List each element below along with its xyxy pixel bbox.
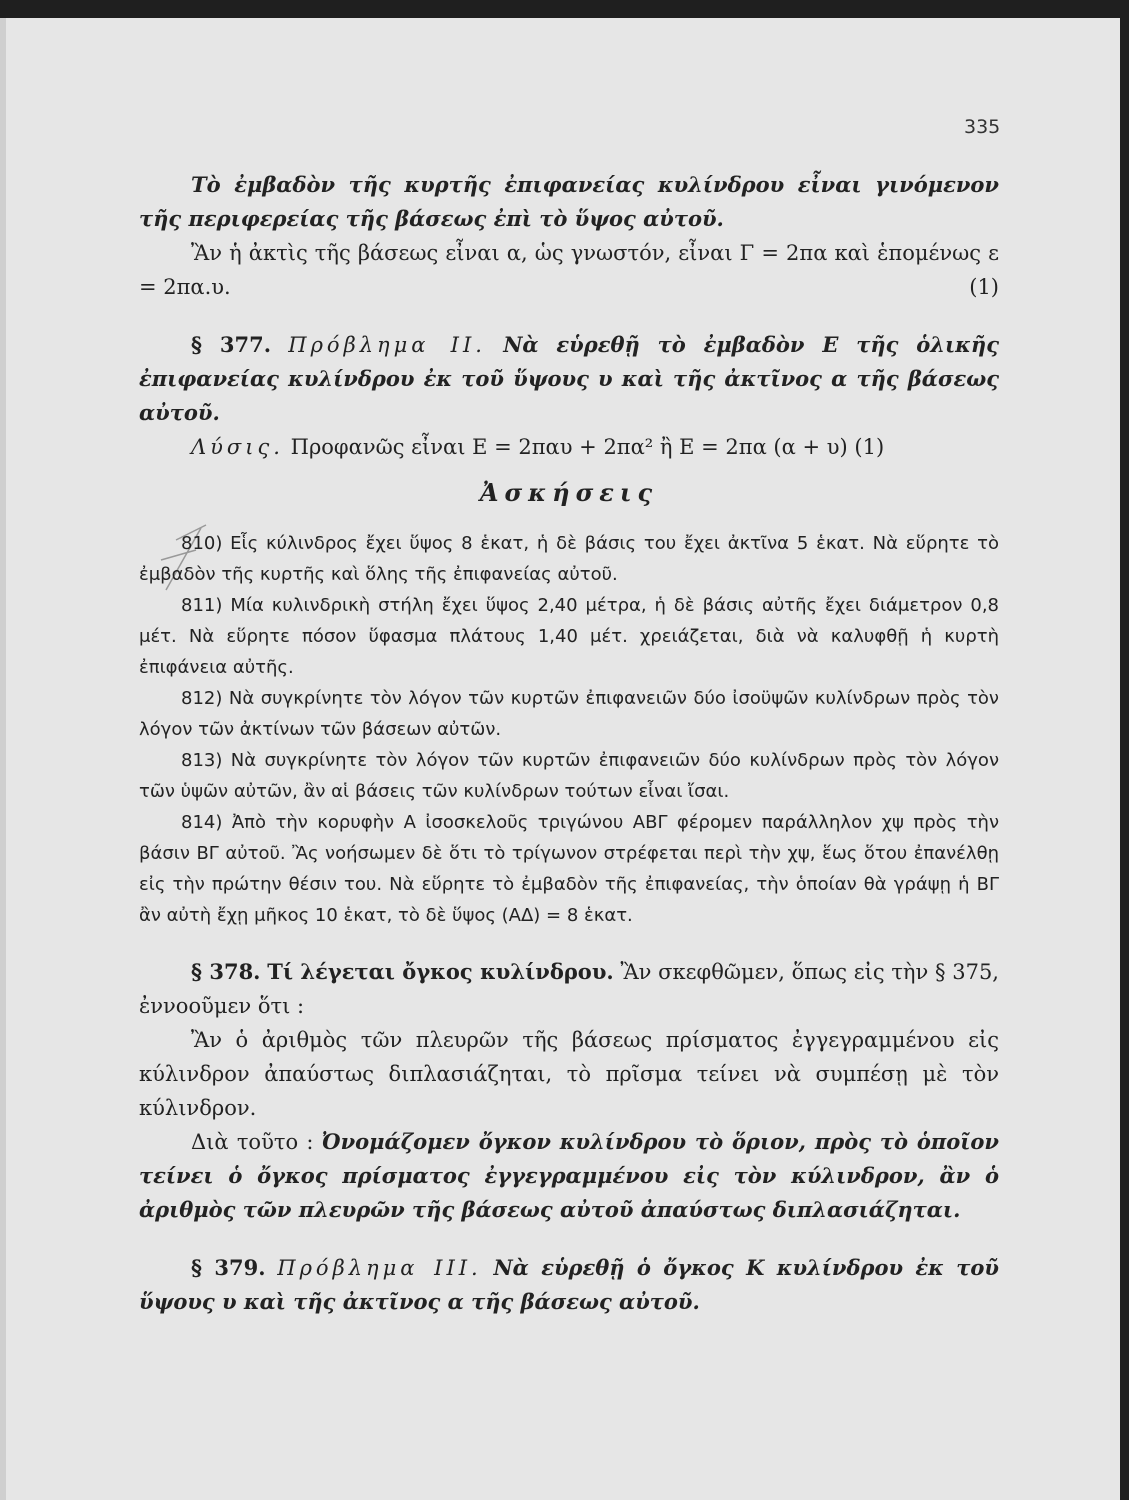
equation-label: (1) [969,275,999,299]
exercise-810: 810) Εἷς κύλινδρος ἔχει ὕψος 8 ἑκατ, ἡ δὲ βάσις του ἔχει ἀκτῖνα 5 ἑκατ. Νὰ εὕρητε τὸ ἐμβαδὸν τῆς κυρτῆς καὶ ὅλης τῆς ἐπιφανείας αὐτοῦ. [139,533,999,585]
intro-statement: Τὸ ἐμβαδὸν τῆς κυρτῆς ἐπιφανείας κυλίνδρου εἶναι γινόμενον τῆς περιφερείας τῆς βάσεως ἐπὶ τὸ ὕψος αὐτοῦ. [139,172,999,231]
definition-text: Ὀνομάζομεν ὄγκον κυλίνδρου τὸ ὅριον, πρὸς τὸ ὁποῖον τείνει ὁ ὄγκος πρίσματος ἐγγεγραμμένου εἰς τὸν κύλινδρον, ἂν ὁ ἀριθμὸς τῶν πλευρῶν τῆς βάσεως αὐτοῦ ἀπαύστως διπλασιάζηται. [139,1129,999,1222]
section-377-statement: Νὰ εὑρεθῇ τὸ ἐμβαδὸν Ε τῆς ὁλικῆς ἐπιφανείας κυλίνδρου ἐκ τοῦ ὕψους υ καὶ τῆς ἀκτῖνος α τῆς βάσεως αὐτοῦ. [139,332,999,425]
section-379-number: § 379. [191,1255,266,1280]
book-page [0,18,1120,1500]
exercises-list [139,528,999,931]
section-379 [139,1251,999,1319]
section-378 [139,955,999,1023]
exercise-812: 812) Νὰ συγκρίνητε τὸν λόγον τῶν κυρτῶν ἐπιφανειῶν δύο ἰσοϋψῶν κυλίνδρων πρὸς τὸν λόγον τῶν ἀκτίνων τῶν βάσεων αὐτῶν. [139,688,999,740]
section-378-text2: Ἂν ὁ ἀριθμὸς τῶν πλευρῶν τῆς βάσεως πρίσματος ἐγγεγραμμένου εἰς κύλινδρον ἀπαύστως διπλασιάζηται, τὸ πρῖσμα τείνει νὰ συμπέσῃ μὲ τὸν κύλινδρον. [139,1028,999,1120]
page-number: 335 [964,116,1001,138]
section-378-text1: Ἂν σκεφθῶμεν, ὅπως εἰς τὴν § 375, ἐννοοῦμεν ὅτι : [139,960,999,1018]
definition-lead: Διὰ τοῦτο : [191,1130,314,1154]
exercise-813: 813) Νὰ συγκρίνητε τὸν λόγον τῶν κυρτῶν ἐπιφανειῶν δύο κυλίνδρων πρὸς τὸν λόγον τῶν ὑψῶν αὐτῶν, ἂν αἱ βάσεις τῶν κυλίνδρων τούτων εἶναι ἴσαι. [139,750,999,802]
exercise-814: 814) Ἀπὸ τὴν κορυφὴν Α ἰσοσκελοῦς τριγώνου ΑΒΓ φέρομεν παράλληλον χψ πρὸς τὴν βάσιν ΒΓ αὐτοῦ. Ἂς νοήσωμεν δὲ ὅτι τὸ τρίγωνον στρέφεται περὶ τὴν χψ, ἕως ὅτου ἐπανέλθῃ εἰς τὴν πρώτην θέσιν του. Νὰ εὕρητε τὸ ἐμβαδὸν τῆς ἐπιφανείας, τὴν ὁποίαν θὰ γράψῃ ἡ ΒΓ ἂν αὐτὴ ἔχῃ μῆκος 10 ἑκατ, τὸ δὲ ὕψος (ΑΔ) = 8 ἑκατ. [139,812,999,926]
solution-label: Λύσις. [191,435,284,459]
section-377-number: § 377. [191,332,272,357]
exercises-heading: Ἀσκήσεις [479,478,659,507]
page-content [139,168,999,1319]
section-378-title: Τί λέγεται ὄγκος κυλίνδρου. [267,959,614,984]
section-377-solution [139,430,999,464]
solution-text: Προφανῶς εἶναι Ε = 2παυ + 2πα² ἢ Ε = 2πα (α + υ) (1) [290,435,885,459]
section-377-title: Πρόβλημα ΙΙ. [288,333,486,357]
section-379-title: Πρόβλημα ΙΙΙ. [277,1256,482,1280]
exercise-811: 811) Μία κυλινδρικὴ στήλη ἔχει ὕψος 2,40 μέτρα, ἡ δὲ βάσις αὐτῆς ἔχει διάμετρον 0,8 μέτ. Νὰ εὕρητε πόσον ὕφασμα πλάτους 1,40 μέτ. χρειάζεται, διὰ νὰ καλυφθῇ ἡ κυρτὴ ἐπιφάνεια αὐτῆς. [139,595,999,678]
section-378-definition [139,1125,999,1227]
section-379-statement: Νὰ εὑρεθῇ ὁ ὄγκος Κ κυλίνδρου ἐκ τοῦ ὕψους υ καὶ τῆς ἀκτῖνος α τῆς βάσεως αὐτοῦ. [139,1255,999,1314]
section-377 [139,328,999,430]
section-378-number: § 378. [191,959,261,984]
intro-formula [139,236,999,304]
intro-formula-text: Ἂν ἡ ἀκτὶς τῆς βάσεως εἶναι α, ὡς γνωστόν, εἶναι Γ = 2πα καὶ ἑπομένως ε = 2πα.υ. [139,241,999,299]
